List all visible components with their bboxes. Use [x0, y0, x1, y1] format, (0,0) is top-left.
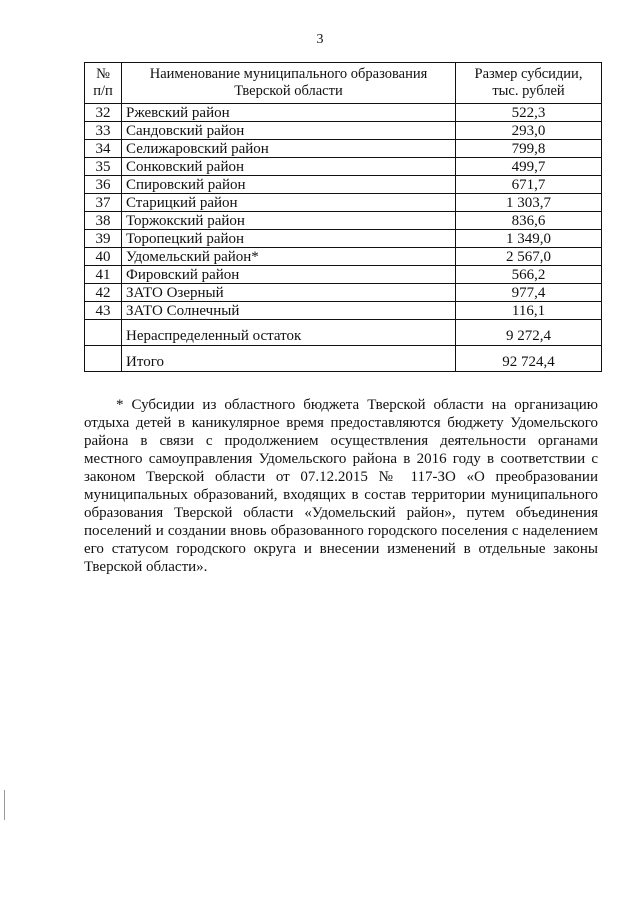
table-row — [85, 302, 602, 320]
row-name: ЗАТО Озерный — [122, 284, 456, 302]
row-amount: 522,3 — [456, 104, 602, 122]
table-row — [85, 248, 602, 266]
row-num: 32 — [85, 104, 122, 122]
header-num: № п/п — [85, 63, 122, 104]
row-num: 33 — [85, 122, 122, 140]
header-name: Наименование муниципального образования Тверской области — [122, 63, 456, 104]
row-amount: 92 724,4 — [456, 346, 602, 372]
row-num: 42 — [85, 284, 122, 302]
table-row — [85, 176, 602, 194]
footnote: * Субсидии из областного бюджета Тверской области на организацию отдыха детей в каникулярное время предоставляются бюджету Удомельского района в связи с продолжением осуществления деятельности органами местного самоуправления Удомельского района в 2016 году в соответствии с законом Тверской области от 07.12.2015 № 117-ЗО «О преобразовании муниципальных образований, входящих в состав территории муниципального образования Тверской области «Удомельский район», путем объединения поселений и создании вновь образованного городского поселения с наделением его статусом городского округа и внесении изменений в отдельные законы Тверской области». — [84, 397, 598, 575]
row-name: Старицкий район — [122, 194, 456, 212]
row-amount: 671,7 — [456, 176, 602, 194]
row-amount: 116,1 — [456, 302, 602, 320]
row-amount: 799,8 — [456, 140, 602, 158]
row-num: 34 — [85, 140, 122, 158]
row-amount: 499,7 — [456, 158, 602, 176]
table-row-total — [85, 346, 602, 372]
row-num: 41 — [85, 266, 122, 284]
row-amount: 293,0 — [456, 122, 602, 140]
row-name: Удомельский район* — [122, 248, 456, 266]
row-num — [85, 346, 122, 372]
row-num: 39 — [85, 230, 122, 248]
row-num: 38 — [85, 212, 122, 230]
row-name: Ржевский район — [122, 104, 456, 122]
row-amount: 977,4 — [456, 284, 602, 302]
row-name: Сонковский район — [122, 158, 456, 176]
row-amount: 1 349,0 — [456, 230, 602, 248]
table-row — [85, 122, 602, 140]
table-row — [85, 140, 602, 158]
row-name: Торжокский район — [122, 212, 456, 230]
header-amount: Размер субсидии, тыс. рублей — [456, 63, 602, 104]
table-row — [85, 104, 602, 122]
row-name: Сандовский район — [122, 122, 456, 140]
row-amount: 2 567,0 — [456, 248, 602, 266]
table-row — [85, 266, 602, 284]
row-name: Нераспределенный остаток — [122, 320, 456, 346]
row-num: 35 — [85, 158, 122, 176]
table-header-row — [85, 63, 602, 104]
table-row-unallocated — [85, 320, 602, 346]
row-amount: 836,6 — [456, 212, 602, 230]
table-row — [85, 230, 602, 248]
row-amount: 9 272,4 — [456, 320, 602, 346]
row-num: 36 — [85, 176, 122, 194]
subsidy-table — [84, 62, 602, 372]
row-amount: 566,2 — [456, 266, 602, 284]
table-row — [85, 158, 602, 176]
row-num: 40 — [85, 248, 122, 266]
page-number: 3 — [316, 32, 324, 47]
row-name: Итого — [122, 346, 456, 372]
table-row — [85, 194, 602, 212]
row-name: Фировский район — [122, 266, 456, 284]
table-row — [85, 284, 602, 302]
row-num: 37 — [85, 194, 122, 212]
row-amount: 1 303,7 — [456, 194, 602, 212]
row-name: Торопецкий район — [122, 230, 456, 248]
row-name: Спировский район — [122, 176, 456, 194]
table-row — [85, 212, 602, 230]
row-name: ЗАТО Солнечный — [122, 302, 456, 320]
scan-margin-mark — [4, 790, 5, 820]
row-num — [85, 320, 122, 346]
row-num: 43 — [85, 302, 122, 320]
table-body — [85, 104, 602, 372]
row-name: Селижаровский район — [122, 140, 456, 158]
